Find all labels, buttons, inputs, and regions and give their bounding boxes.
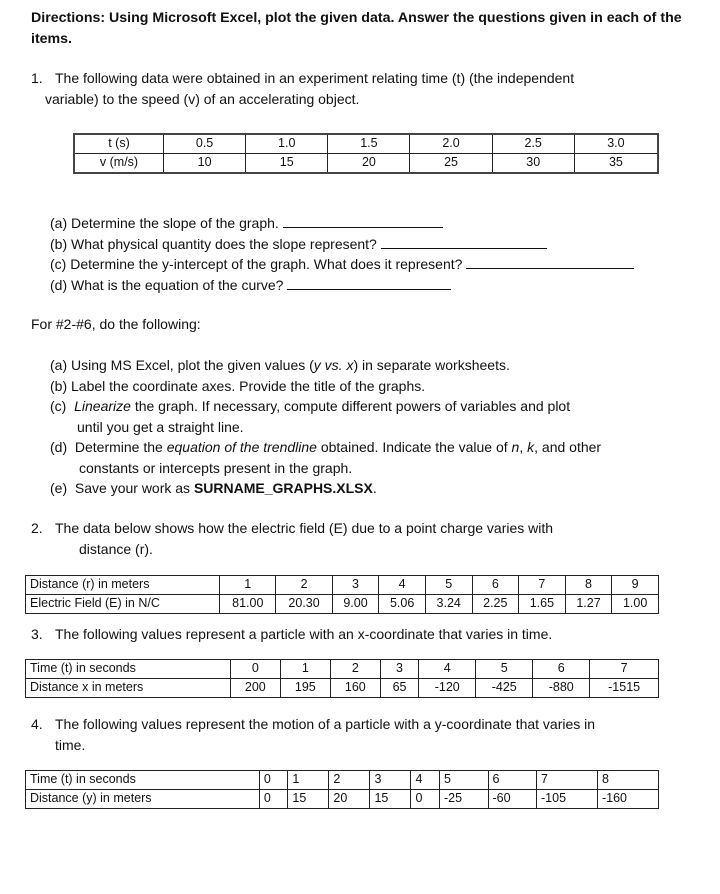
table-cell: v (m/s): [74, 154, 164, 174]
table-cell: 160: [330, 679, 380, 698]
table-cell: -1515: [590, 679, 659, 698]
table-cell: 20: [328, 154, 410, 174]
instruction-e: (e) Save your work as SURNAME_GRAPHS.XLSX.: [50, 480, 377, 496]
item1-number: 1.: [31, 70, 43, 86]
table-cell: 1.5: [328, 134, 410, 154]
item2-line2: distance (r).: [79, 541, 153, 557]
table-cell: 2: [329, 771, 370, 790]
table-cell: 0: [259, 771, 288, 790]
table-cell: Distance (y) in meters: [26, 790, 260, 809]
table-cell: 35: [574, 154, 658, 174]
item3-number: 3.: [31, 626, 43, 642]
table-cell: 0: [259, 790, 288, 809]
table-cell: 2: [330, 660, 380, 679]
table-cell: 5: [476, 660, 533, 679]
instruction-a: (a) Using MS Excel, plot the given values (y vs. x) in separate worksheets.: [50, 357, 510, 373]
question-c: (c) Determine the y-intercept of the graph. What does it represent?: [50, 254, 710, 275]
question-b: (b) What physical quantity does the slope represent?: [50, 234, 710, 255]
table-row: [26, 595, 659, 614]
table-cell: 5: [425, 576, 472, 595]
instruction-b: (b) Label the coordinate axes. Provide the title of the graphs.: [50, 377, 426, 394]
table-cell: 9.00: [332, 595, 379, 614]
table-cell: 0: [230, 660, 280, 679]
table-cell: 1: [220, 576, 276, 595]
table-cell: 2.25: [472, 595, 519, 614]
table-cell: -60: [488, 790, 537, 809]
table-row: [26, 679, 659, 698]
table-cell: -425: [476, 679, 533, 698]
table-cell: 8: [597, 771, 658, 790]
table-cell: -105: [537, 790, 598, 809]
table-row: [26, 576, 659, 595]
item4-line1: The following values represent the motion of a particle with a y-coordinate that varies in: [55, 716, 596, 732]
table-cell: Electric Field (E) in N/C: [26, 595, 220, 614]
question-d: (d) What is the equation of the curve?: [50, 275, 710, 296]
table-cell: 9: [612, 576, 659, 595]
table-cell: 3.24: [425, 595, 472, 614]
table-cell: 20.30: [276, 595, 332, 614]
table-cell: 15: [246, 154, 328, 174]
answer-blank: [466, 256, 634, 269]
answer-blank: [283, 215, 443, 228]
table-cell: 10: [164, 154, 246, 174]
table-cell: 195: [280, 679, 330, 698]
item4-table: [25, 770, 659, 809]
table-cell: 2.0: [410, 134, 492, 154]
table-cell: 7: [537, 771, 598, 790]
table-row: [26, 771, 659, 790]
table-row: [26, 660, 659, 679]
table-cell: 15: [288, 790, 329, 809]
answer-blank: [287, 277, 451, 290]
table-cell: 7: [590, 660, 659, 679]
table-cell: Time (t) in seconds: [26, 771, 260, 790]
table-cell: 81.00: [220, 595, 276, 614]
item2-number: 2.: [31, 520, 43, 536]
table-cell: 3: [332, 576, 379, 595]
item1-table: [73, 133, 659, 174]
table-cell: 2.5: [492, 134, 574, 154]
item1-line2: variable) to the speed (v) of an accelerating object.: [45, 91, 360, 107]
table-row: [26, 790, 659, 809]
table-cell: 3.0: [574, 134, 658, 154]
table-cell: -880: [533, 679, 590, 698]
table-cell: 1: [288, 771, 329, 790]
item2-line1: The data below shows how the electric field (E) due to a point charge varies with: [55, 520, 554, 536]
table-cell: Time (t) in seconds: [26, 660, 231, 679]
table-cell: 0: [411, 790, 440, 809]
item1-line1: The following data were obtained in an experiment relating time (t) (the independent: [55, 70, 575, 86]
table-cell: 3: [370, 771, 411, 790]
table-cell: 0.5: [164, 134, 246, 154]
directions-heading: Directions: Using Microsoft Excel, plot the given data. Answer the questions given in each of the items.: [31, 10, 682, 48]
table-cell: Distance x in meters: [26, 679, 231, 698]
table-cell: 15: [370, 790, 411, 809]
table-cell: -160: [597, 790, 658, 809]
item4-line2: time.: [55, 737, 86, 753]
table-cell: 3: [380, 660, 418, 679]
table-cell: -120: [419, 679, 476, 698]
table-cell: 65: [380, 679, 418, 698]
table-cell: 1: [280, 660, 330, 679]
instructions-list: [50, 355, 700, 499]
item4-number: 4.: [31, 716, 43, 732]
table-cell: 1.27: [565, 595, 612, 614]
table-cell: 30: [492, 154, 574, 174]
table-cell: 1.65: [519, 595, 566, 614]
table-cell: 4: [419, 660, 476, 679]
table-cell: 6: [472, 576, 519, 595]
instruction-d-cont: constants or intercepts present in the graph.: [79, 459, 353, 476]
table-cell: 8: [565, 576, 612, 595]
instructions-heading: For #2-#6, do the following:: [31, 316, 201, 332]
item2-table: [25, 575, 659, 614]
table-cell: 4: [379, 576, 426, 595]
table-cell: 2: [276, 576, 332, 595]
table-cell: 5: [440, 771, 489, 790]
table-cell: 20: [329, 790, 370, 809]
table-cell: 1.0: [246, 134, 328, 154]
table-cell: t (s): [74, 134, 164, 154]
table-cell: 7: [519, 576, 566, 595]
table-cell: 1.00: [612, 595, 659, 614]
answer-blank: [381, 236, 547, 249]
item3-table: [25, 659, 659, 698]
table-cell: 200: [230, 679, 280, 698]
instruction-c-cont: until you get a straight line.: [77, 418, 244, 435]
table-cell: -25: [440, 790, 489, 809]
table-row: [74, 134, 658, 154]
question-a: (a) Determine the slope of the graph.: [50, 213, 710, 234]
table-cell: 25: [410, 154, 492, 174]
table-cell: Distance (r) in meters: [26, 576, 220, 595]
instruction-c: (c) Linearize the graph. If necessary, compute different powers of variables and plot: [50, 398, 571, 414]
table-row: [74, 154, 658, 174]
item1-questions: [50, 213, 710, 295]
table-cell: 6: [533, 660, 590, 679]
table-cell: 6: [488, 771, 537, 790]
table-cell: 5.06: [379, 595, 426, 614]
instruction-d: (d) Determine the equation of the trendline obtained. Indicate the value of n, k, and other: [50, 439, 602, 455]
table-cell: 4: [411, 771, 440, 790]
item3-line1: The following values represent a particle with an x-coordinate that varies in time.: [55, 626, 553, 642]
